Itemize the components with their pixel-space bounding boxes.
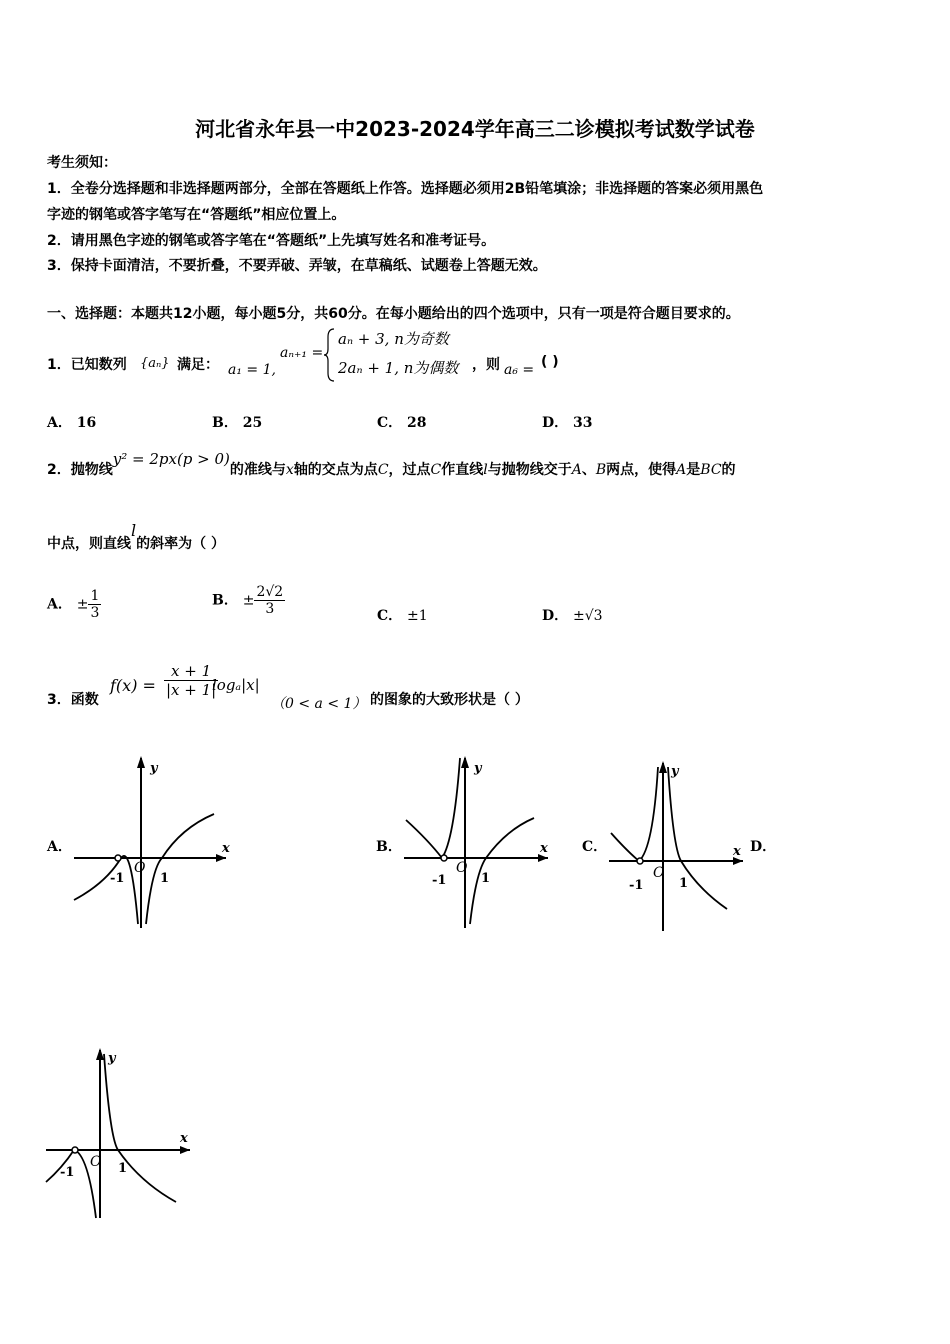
open-point <box>441 855 447 861</box>
notice-line-1a: 1．全卷分选择题和非选择题两部分，全部在答题纸上作答。选择题必须用2B铅笔填涂；非选择题的答案必须用黑色 <box>47 181 764 197</box>
x-label: x <box>222 841 230 856</box>
curve-right <box>146 814 214 924</box>
x-label: x <box>180 1131 188 1146</box>
q2-line-2: 中点，则直线l的斜率为（ ） <box>47 521 225 552</box>
y-arrow-icon <box>461 756 469 768</box>
notice-heading: 考生须知： <box>47 155 117 171</box>
page-title: 河北省永年县一中2023-2024学年高三二诊模拟考试数学试卷 <box>195 117 755 141</box>
label-one: 1 <box>679 876 689 891</box>
y-label: y <box>474 761 482 776</box>
origin-label: O <box>90 1154 102 1170</box>
origin-label: O <box>456 860 468 876</box>
open-point <box>637 858 643 864</box>
q1-option-d[interactable]: D． 33 <box>542 415 593 431</box>
curve-left <box>46 1150 96 1218</box>
origin-label: O <box>653 865 665 881</box>
x-arrow-icon <box>180 1146 190 1154</box>
q3-graph-c[interactable] <box>603 755 748 935</box>
q1-brace <box>324 327 336 383</box>
x-label: x <box>733 844 741 859</box>
curve-right <box>668 767 727 909</box>
curve-left <box>406 758 460 858</box>
label-one: 1 <box>118 1161 128 1176</box>
y-label: y <box>108 1051 116 1066</box>
q1-mid: 满足： <box>177 357 219 373</box>
y-arrow-icon <box>137 756 145 768</box>
q1-a1: a₁ = 1, <box>228 362 276 378</box>
q3-option-a-label[interactable]: A． <box>47 839 72 855</box>
q3-condition: （0 < a < 1） <box>271 696 367 712</box>
label-neg1: -1 <box>60 1165 75 1180</box>
q1-option-b[interactable]: B． 25 <box>212 415 263 431</box>
q2-option-b[interactable]: B． ± $\frac{2√2}{3}$ <box>212 584 284 617</box>
curve-left <box>611 767 658 861</box>
label-neg1: -1 <box>629 878 644 893</box>
q3-prefix: 3．函数 <box>47 692 99 708</box>
q1-option-c[interactable]: C． 28 <box>377 415 427 431</box>
q3-graph-b[interactable] <box>398 748 556 933</box>
notice-line-3: 3．保持卡面清洁，不要折叠，不要弄破、弄皱，在草稿纸、试题卷上答题无效。 <box>47 258 547 274</box>
open-point <box>72 1147 78 1153</box>
q3-log: logₐ|x| <box>212 676 260 694</box>
q3-option-c-label[interactable]: C． <box>582 839 608 855</box>
open-point <box>115 855 121 861</box>
q3-option-d-label[interactable]: D． <box>750 839 777 855</box>
curve-right <box>470 818 534 924</box>
label-neg1: -1 <box>432 873 447 888</box>
q3-graph-a[interactable] <box>66 748 236 933</box>
q1-seq: {aₙ} <box>140 356 170 371</box>
q3-suffix: 的图象的大致形状是（ ） <box>370 692 529 708</box>
q3-fraction: $\frac{x + 1}{|x + 1|}$ <box>166 662 217 699</box>
q1-option-a[interactable]: A． 16 <box>47 415 97 431</box>
q1-prefix: 1．已知数列 <box>47 357 127 373</box>
label-neg1: -1 <box>110 871 125 886</box>
q2-option-d[interactable]: D． ±√3 <box>542 608 603 624</box>
y-arrow-icon <box>659 761 667 773</box>
q1-case-2: 2aₙ + 1, n为偶数 <box>338 359 459 377</box>
q3-graph-d[interactable] <box>40 1042 200 1222</box>
y-arrow-icon <box>96 1048 104 1060</box>
label-one: 1 <box>481 871 491 886</box>
notice-line-1b: 字迹的钢笔或答字笔写在“答题纸”相应位置上。 <box>47 207 346 223</box>
q2-option-a[interactable]: A． ± $\frac{1}{3}$ <box>47 588 100 621</box>
q1-then: ，则 <box>472 357 500 373</box>
section-heading: 一、选择题：本题共12小题，每小题5分，共60分。在每小题给出的四个选项中，只有一项是符合题目要求的。 <box>47 306 740 322</box>
q3-f: f(x) = <box>110 676 156 695</box>
q1-a6: a₆ = <box>504 362 535 378</box>
curve-left <box>74 856 138 924</box>
q3-option-b-label[interactable]: B． <box>376 839 402 855</box>
label-one: 1 <box>160 871 170 886</box>
y-label: y <box>150 761 158 776</box>
q2-option-c[interactable]: C． ±1 <box>377 608 428 624</box>
q1-case-1: aₙ + 3, n为奇数 <box>338 330 449 348</box>
q2-line-1: 2．抛物线y² = 2px(p > 0)的准线与x轴的交点为点C，过点C作直线l与抛物线交于A、B两点，使得A是BC的 <box>47 450 736 478</box>
y-label: y <box>671 764 679 779</box>
q1-bracket: ( ) <box>541 354 559 370</box>
q1-an1: aₙ₊₁ = <box>280 345 324 361</box>
origin-label: O <box>134 860 146 876</box>
x-label: x <box>540 841 548 856</box>
notice-line-2: 2．请用黑色字迹的钢笔或答字笔在“答题纸”上先填写姓名和准考证号。 <box>47 233 496 249</box>
curve-right <box>104 1054 176 1202</box>
